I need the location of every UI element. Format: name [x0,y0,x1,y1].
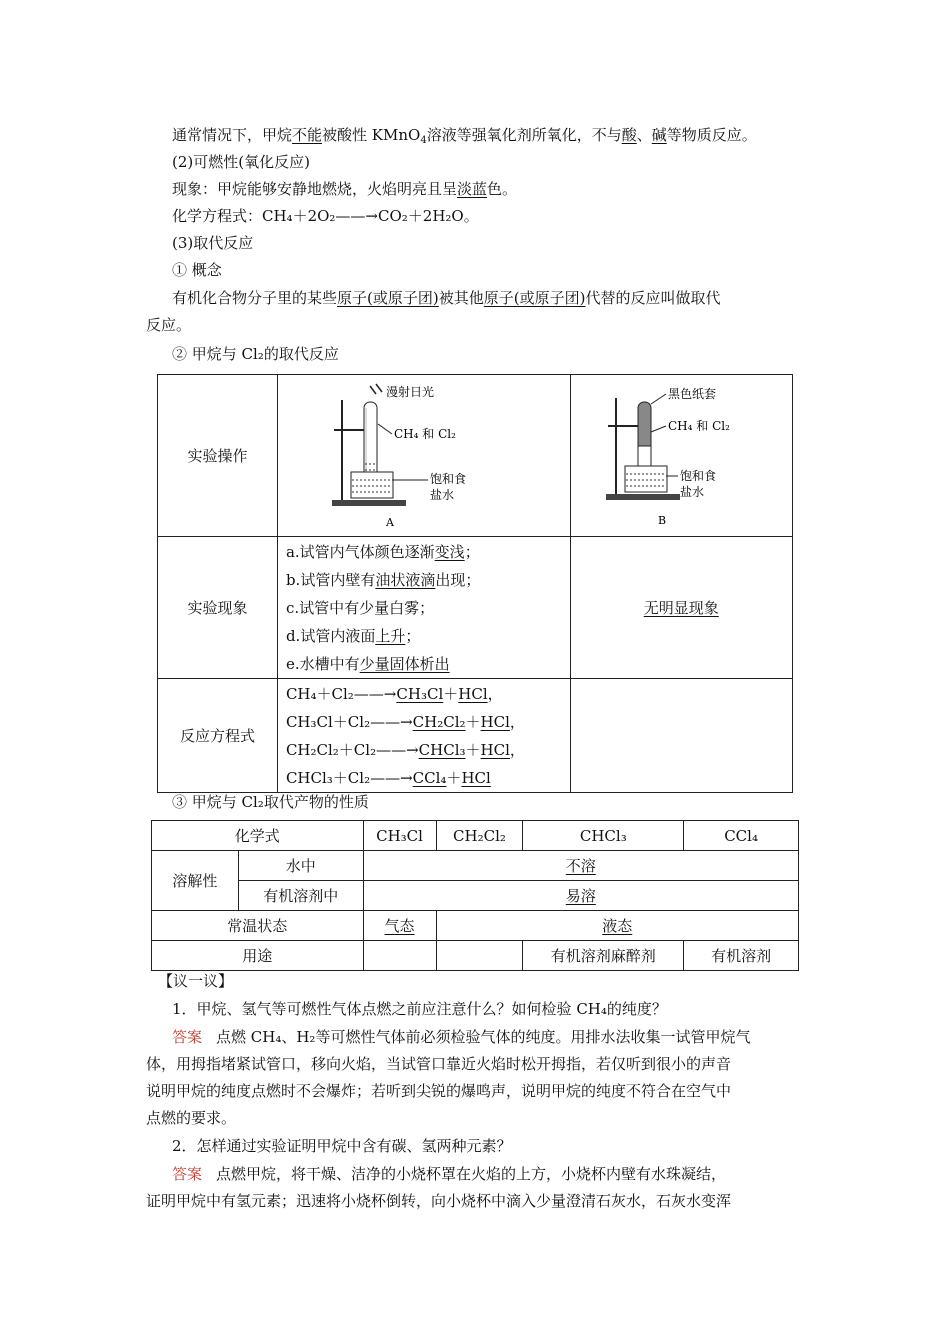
text: ； [405,626,421,645]
text: 有机化合物分子里的某些 [172,289,338,307]
value-gas [363,911,436,941]
equations-b-empty [570,679,793,793]
observation-item [278,538,570,566]
label-water: 水中 [238,851,363,881]
label-gas: CH₄ 和 Cl₂ [393,426,456,441]
equation [278,736,570,764]
text: ； [464,542,480,561]
answer-label: 答案 [172,1028,203,1046]
label-solubility: 溶解性 [152,851,239,911]
label-state: 常温状态 [152,911,364,941]
observations-a [277,537,570,679]
use-ch2cl2 [436,941,523,971]
text: b.试管内壁有 [285,570,376,589]
label-diffuse-light: 漫射日光 [385,384,434,399]
value-water [363,851,798,881]
answer-blank: 易溶 [565,887,596,905]
answer-blank: HCl [480,712,510,731]
text: 溶液等强氧化剂所氧化，不与 [426,126,622,144]
formula-ch2cl2: CH₂Cl₂ [436,821,523,851]
text: 、 [636,126,652,144]
diagram-cell-b [570,375,793,537]
answer-blank: HCl [458,684,488,703]
text: 色。 [487,180,518,198]
answer-blank: 淡蓝 [457,180,488,198]
answer-blank: 气态 [384,917,415,935]
row-label: 实验现象 [158,537,278,679]
answer-2-line-2: 证明甲烷中有氢元素；迅速将小烧杯倒转，向小烧杯中滴入少量澄清石灰水，石灰水变浑 [146,1192,732,1210]
text: ， [509,712,525,731]
section-heading: (2)可燃性(氧化反应) [172,153,310,171]
answer-blank: 原子(或原子团) [483,289,586,307]
use-ch3cl [363,941,436,971]
sub-heading: ③ 甲烷与 Cl₂取代产物的性质 [172,793,369,811]
answer-blank: 不溶 [565,857,596,875]
formula-ccl4: CCl₄ [684,821,799,851]
text: 出现； [435,570,481,589]
section-heading: (3)取代反应 [172,234,254,252]
answer-1-line-2: 体，用拇指堵紧试管口，移向火焰，当试管口靠近火焰时松开拇指，若仅听到很小的声音 [146,1055,732,1073]
experiment-table [157,374,793,793]
text: CH₂Cl₂＋Cl₂——→ [285,740,419,759]
answer-blank: 不能 [292,126,323,144]
answer-blank: 少量固体析出 [359,654,450,673]
text: d.试管内液面 [285,626,376,645]
observation-b [570,537,793,679]
answer-blank: HCl [480,740,510,759]
text: 被酸性 KMnO [322,126,421,144]
properties-table [151,820,799,971]
label-brine-2: 盐水 [429,487,454,502]
label-b: B [658,513,667,527]
question-2: 2．怎样通过实验证明甲烷中含有碳、氢两种元素？ [172,1137,512,1155]
answer-blank: 无明显现象 [643,599,719,617]
answer-blank: CHCl₃ [418,740,466,759]
apparatus-a-diagram [324,380,524,532]
answer-blank: CH₂Cl₂ [412,712,466,731]
answer-blank: 上升 [375,626,406,645]
text: 代替的反应叫做取代 [585,289,721,307]
diagram-cell-a [277,375,570,537]
concept-line [172,287,720,309]
text: c.试管中有少量白雾； [285,598,435,617]
answer-1-line-1 [172,1026,750,1048]
observation-item [278,650,570,678]
text: 被其他 [438,289,484,307]
equation-line: 化学方程式：CH₄＋2O₂——→CO₂＋2H₂O。 [172,207,479,225]
answer-blank: 变浅 [434,542,465,561]
question-1: 1．甲烷、氢气等可燃性气体点燃之前应注意什么？如何检验 CH₄的纯度？ [172,1000,667,1018]
text: 等物质反应。 [666,126,757,144]
text: ＋ [465,740,481,759]
answer-blank: 酸 [621,126,637,144]
row-label: 反应方程式 [158,679,278,793]
text: e.水槽中有 [285,654,360,673]
answer-blank: 油状液滴 [375,570,436,589]
equation [278,708,570,736]
text: ＋ [443,684,459,703]
answer-label: 答案 [172,1165,203,1183]
text: CH₄＋Cl₂——→ [285,684,397,703]
formula-ch3cl: CH₃Cl [363,821,436,851]
text: 点燃甲烷，将干燥、洁净的小烧杯罩在火焰的上方，小烧杯内壁有水珠凝结， [216,1165,727,1183]
text: 点燃 CH₄、H₂等可燃性气体前必须检验气体的纯度。用排水法收集一试管甲烷气 [216,1028,751,1046]
text: ＋ [446,768,462,787]
formula-chcl3: CHCl₃ [523,821,684,851]
answer-blank: CH₃Cl [396,684,444,703]
sub-heading: ① 概念 [172,261,222,279]
use-chcl3: 有机溶剂麻醉剂 [523,941,684,971]
text: ＋ [465,712,481,731]
label-brine-2: 盐水 [680,484,705,499]
answer-blank: 碱 [651,126,667,144]
equation [278,764,570,792]
label-brine: 饱和食 [429,471,466,486]
label-black-cover: 黑色纸套 [668,386,717,401]
intro-line-1 [172,124,757,146]
answer-1-line-4: 点燃的要求。 [146,1109,237,1127]
answer-1-line-3: 说明甲烷的纯度点燃时不会爆炸；若听到尖锐的爆鸣声，说明甲烷的纯度不符合在空气中 [146,1082,732,1100]
text: a.试管内气体颜色逐渐 [285,542,435,561]
label-gas: CH₄ 和 Cl₂ [668,418,731,433]
value-organic [363,881,798,911]
text: CH₃Cl＋Cl₂——→ [285,712,413,731]
header-formula: 化学式 [152,821,364,851]
text: ， [487,684,503,703]
text: 现象：甲烷能够安静地燃烧，火焰明亮且呈 [172,180,458,198]
concept-line-cont: 反应。 [146,316,192,334]
discuss-heading: 【议一议】 [158,972,234,990]
value-liquid [436,911,799,941]
answer-2-line-1 [172,1163,726,1185]
observation-item [278,594,570,622]
sub-heading: ② 甲烷与 Cl₂的取代反应 [172,345,339,363]
text: ， [509,740,525,759]
label-brine: 饱和食 [680,468,717,483]
answer-blank: 液态 [602,917,633,935]
apparatus-b-diagram [596,380,766,532]
observation-item [278,566,570,594]
label-organic-solvent: 有机溶剂中 [238,881,363,911]
equation [278,680,570,708]
answer-blank: CCl₄ [412,768,447,787]
row-label: 实验操作 [158,375,278,537]
answer-blank: HCl [461,768,491,787]
label-a: A [385,515,394,529]
label-use: 用途 [152,941,364,971]
text: CHCl₃＋Cl₂——→ [285,768,413,787]
observation-item [278,622,570,650]
subscript: 4 [420,135,427,146]
equations-a [277,679,570,793]
phenomenon-line [172,178,517,200]
use-ccl4: 有机溶剂 [684,941,799,971]
text: 通常情况下，甲烷 [172,126,293,144]
answer-blank: 原子(或原子团) [337,289,439,307]
